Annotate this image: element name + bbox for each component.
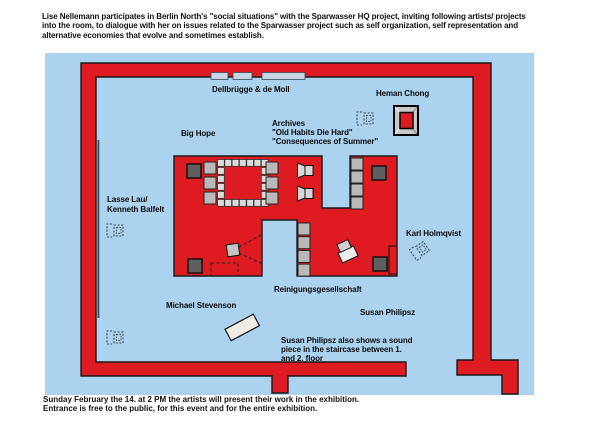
- table-square: [351, 197, 363, 209]
- footer-line-1: Sunday February the 14. at 2 PM the artists will present their work in the exhibition.: [43, 395, 360, 404]
- chair: [225, 200, 232, 207]
- table-square: [266, 162, 278, 174]
- dashed-projector-icon: [107, 224, 123, 237]
- speaker-icon: [298, 163, 314, 178]
- dashed-projector-icon: [409, 241, 430, 261]
- chair: [218, 192, 225, 199]
- table-square: [204, 192, 216, 204]
- susan-note-line-3: and 2. floor: [281, 354, 323, 364]
- door-niche: [389, 246, 397, 274]
- dashed-projector-icon: [107, 331, 123, 344]
- label-dellbrugge-de-moll: Dellbrügge & de Moll: [212, 85, 290, 94]
- table-square: [298, 264, 310, 276]
- footer-line-2: Entrance is free to the public, for this event and for the entire exhibition.: [43, 404, 318, 414]
- framed-artwork-icon: [394, 106, 418, 135]
- label-michael-stevenson: Michael Stevenson: [166, 301, 237, 310]
- chair: [218, 200, 225, 207]
- table-square: [266, 192, 278, 204]
- table-square: [351, 171, 363, 183]
- chair: [218, 184, 225, 191]
- chair: [232, 200, 239, 207]
- table-square: [298, 223, 310, 235]
- chair: [225, 160, 232, 167]
- table-square: [204, 162, 216, 174]
- label-susan-philipsz-note: [281, 336, 412, 364]
- susan-note-line-2: piece in the staircase between 1.: [281, 345, 402, 355]
- intro-line-1: Lise Nellemann participates in Berlin North's "social situations" with the Sparwasser HQ project, inviting following artists/ projects: [42, 12, 526, 21]
- table-square: [298, 237, 310, 249]
- chair: [239, 200, 246, 207]
- archives-line-1: Archives: [272, 119, 305, 128]
- label-reinigungsgesellschaft: Reinigungsgesellschaft: [274, 285, 362, 294]
- label-susan-philipsz: Susan Philipsz: [360, 308, 416, 317]
- archives-line-2: "Old Habits Die Hard": [272, 128, 353, 138]
- chair: [239, 160, 246, 167]
- table-square: [298, 250, 310, 262]
- chair: [254, 160, 261, 167]
- partition-line: [98, 140, 100, 318]
- footer-note: [43, 395, 563, 414]
- chair: [247, 200, 254, 207]
- susan-note-line-1: Susan Philipsz also shows a sound: [281, 336, 413, 345]
- speaker-icon: [298, 186, 314, 201]
- archives-line-3: "Consequences of Summer": [272, 137, 379, 147]
- intro-paragraph: [42, 12, 562, 40]
- intro-line-2: into the room, to dialogue with her on issues related to the Sparwasser project such as self organization, self representation and: [42, 21, 518, 31]
- dark-plinth: [372, 166, 386, 180]
- label-archives: [272, 119, 378, 147]
- label-karl-holmqvist: Karl Holmqvist: [406, 229, 462, 238]
- label-big-hope: Big Hope: [181, 129, 216, 138]
- intro-line-3: alternative economies that evolve and sometimes establish.: [42, 30, 264, 40]
- chair: [218, 160, 225, 167]
- label-lasse-lau-kenneth-balfelt: [107, 195, 164, 215]
- dark-plinth: [188, 259, 202, 273]
- dark-plinth: [187, 164, 201, 178]
- table-square: [351, 184, 363, 196]
- chair: [232, 160, 239, 167]
- chair: [218, 168, 225, 175]
- ramp-icon: [225, 314, 259, 341]
- chair: [247, 160, 254, 167]
- table-square: [266, 177, 278, 189]
- label-heman-chong: Heman Chong: [376, 89, 430, 98]
- chair: [254, 200, 261, 207]
- lasse-line-2: Kenneth Balfelt: [107, 205, 165, 214]
- dark-plinth: [373, 257, 387, 271]
- lasse-line-1: Lasse Lau/: [107, 195, 148, 204]
- chair: [218, 176, 225, 183]
- table-square: [351, 158, 363, 170]
- table-square: [204, 177, 216, 189]
